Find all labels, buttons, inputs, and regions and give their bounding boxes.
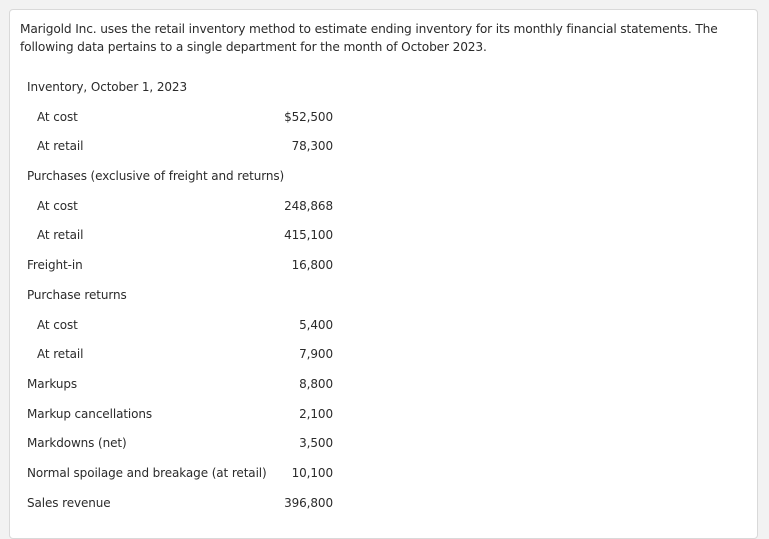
table-row — [10, 310, 759, 340]
row-label-markup-cancellations: Markup cancellations — [27, 406, 153, 421]
table-row — [10, 131, 759, 161]
table-row — [10, 458, 759, 488]
row-label-normal-spoilage: Normal spoilage and breakage (at retail) — [27, 465, 267, 480]
table-row — [10, 399, 759, 429]
row-value-purchases-at-cost: 248,868 — [284, 198, 333, 213]
table-row — [10, 428, 759, 458]
intro-text: Marigold Inc. uses the retail inventory method to estimate ending inventory for its monthly financial statements. The following data pertains to a single department for the month of October 2023. — [20, 22, 718, 54]
row-value-returns-at-cost: 5,400 — [299, 317, 333, 332]
row-label-markdowns: Markdowns (net) — [27, 436, 127, 451]
row-label-purchases-at-cost: At cost — [37, 198, 78, 213]
row-label-inventory-oct-1: Inventory, October 1, 2023 — [27, 80, 187, 94]
table-row — [10, 102, 759, 132]
row-value-freight-in: 16,800 — [291, 258, 333, 273]
table-row — [10, 488, 759, 518]
inventory-data-table — [10, 72, 759, 517]
row-label-inventory-at-cost: At cost — [37, 109, 78, 124]
row-value-inventory-at-retail: 78,300 — [291, 139, 333, 154]
row-value-markup-cancellations: 2,100 — [299, 406, 333, 421]
row-value-normal-spoilage: 10,100 — [291, 465, 333, 480]
table-row — [10, 191, 759, 221]
row-label-inventory-at-retail: At retail — [37, 139, 84, 154]
table-row — [10, 280, 759, 310]
row-value-purchases-at-retail: 415,100 — [284, 228, 333, 243]
table-row — [10, 72, 759, 102]
table-row — [10, 250, 759, 280]
table-row — [10, 339, 759, 369]
row-label-markups: Markups — [27, 376, 77, 391]
row-label-purchase-returns: Purchase returns — [27, 287, 127, 302]
row-label-returns-at-cost: At cost — [37, 317, 78, 332]
row-label-returns-at-retail: At retail — [37, 347, 84, 362]
question-card — [9, 9, 758, 539]
table-row — [10, 161, 759, 191]
row-value-markdowns: 3,500 — [299, 436, 333, 451]
table-row — [10, 369, 759, 399]
row-label-sales-revenue: Sales revenue — [27, 495, 111, 510]
row-value-returns-at-retail: 7,900 — [299, 347, 333, 362]
row-value-markups: 8,800 — [299, 376, 333, 391]
row-label-purchases: Purchases (exclusive of freight and returns) — [27, 169, 285, 184]
row-label-freight-in: Freight-in — [27, 258, 83, 273]
table-row — [10, 220, 759, 250]
row-value-inventory-at-cost: $52,500 — [284, 109, 333, 124]
row-value-sales-revenue: 396,800 — [284, 495, 333, 510]
row-label-purchases-at-retail: At retail — [37, 228, 84, 243]
